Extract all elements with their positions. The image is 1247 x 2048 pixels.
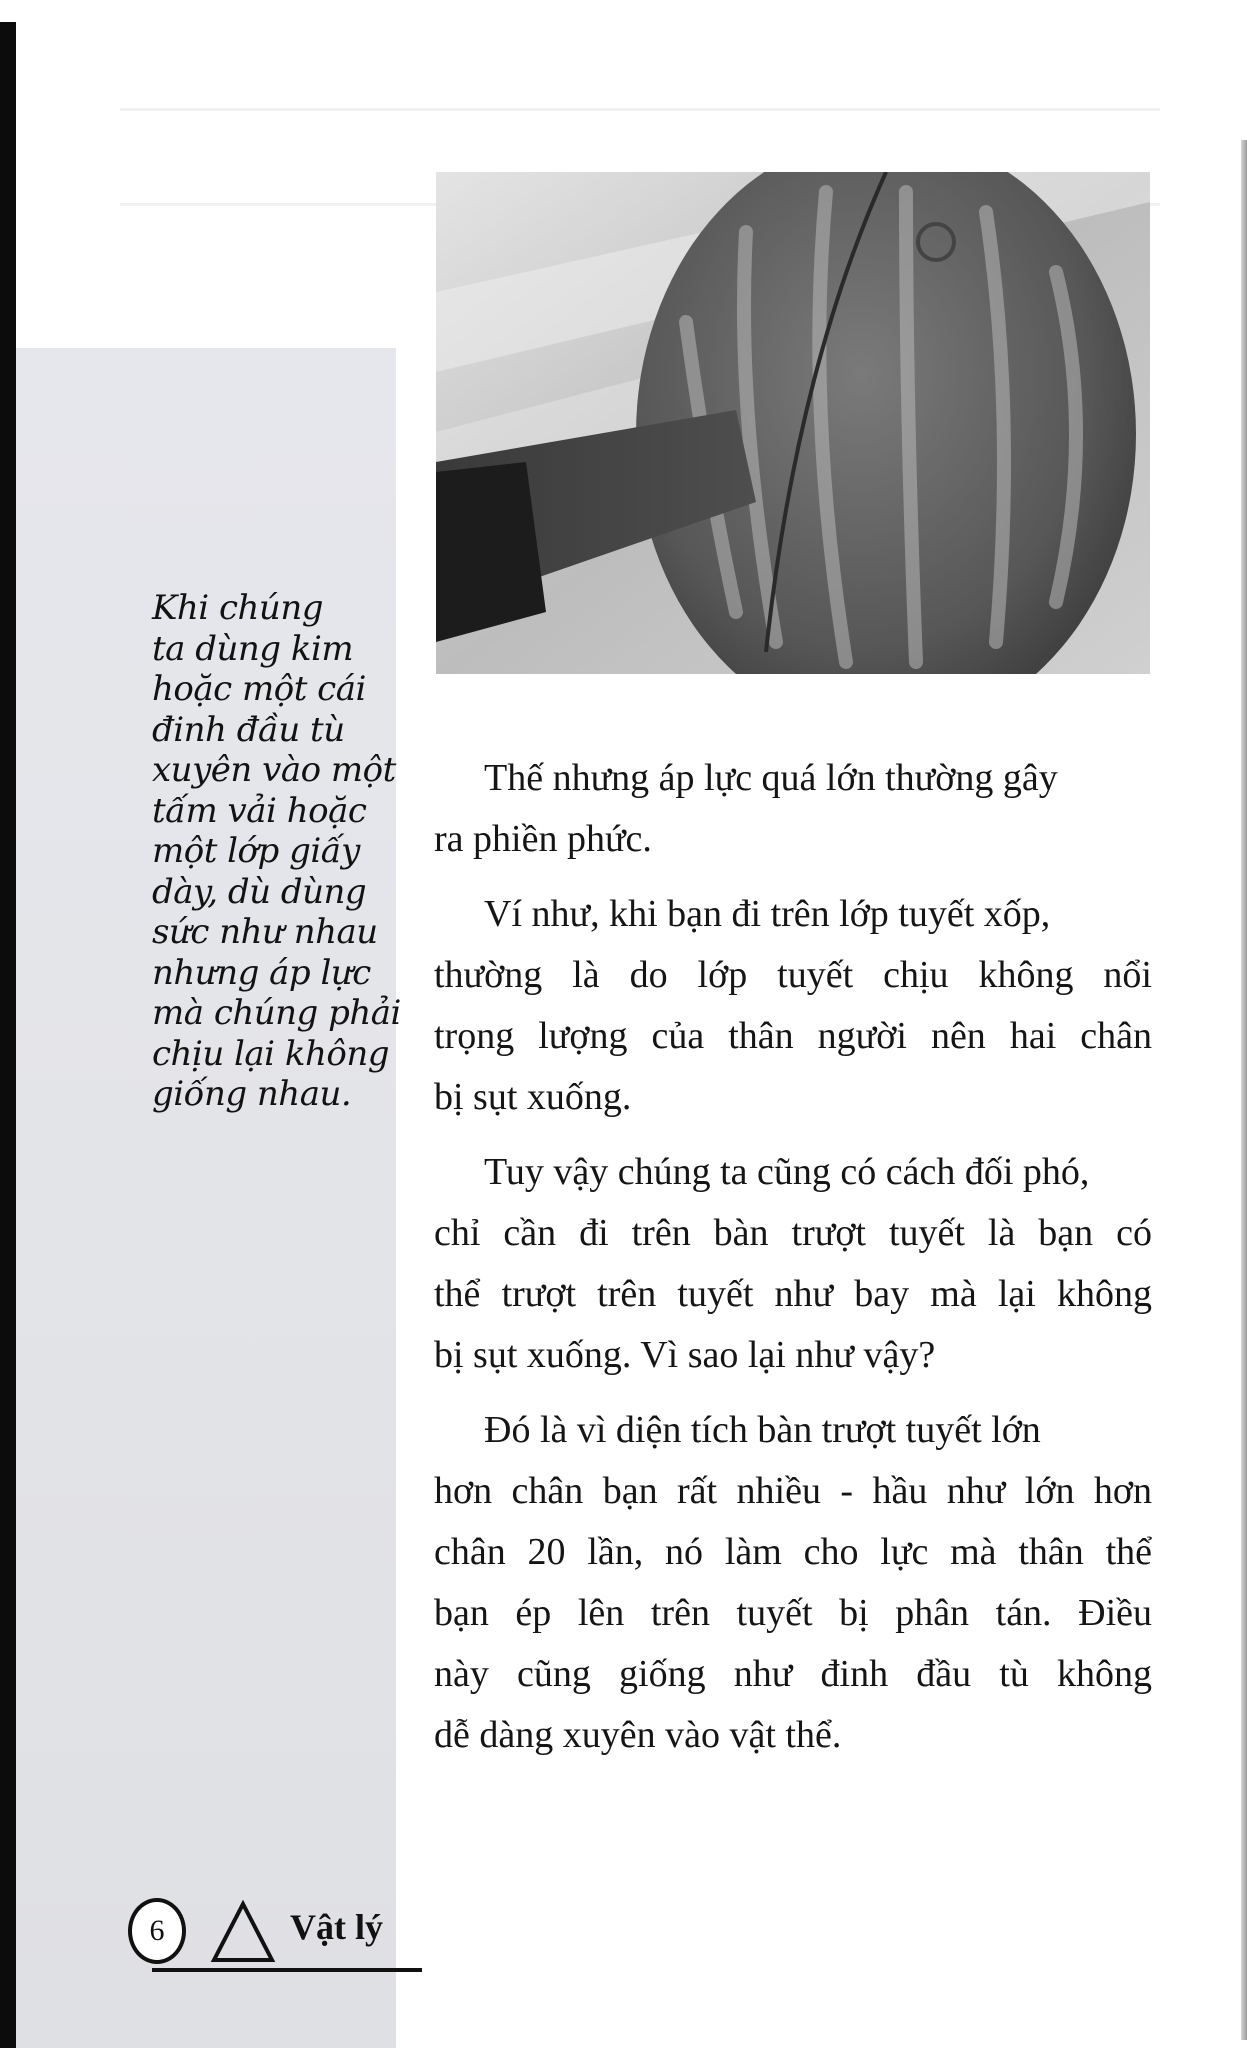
sidebar-note-line: chịu lại không <box>152 1033 389 1074</box>
sidebar-note-line: tấm vải hoặc <box>152 790 367 831</box>
page-number: 6 <box>128 1898 186 1964</box>
sidebar-note-line: Khi chúng <box>152 588 323 628</box>
paragraph-line: ra phiền phức. <box>434 818 652 860</box>
paragraph-line: hơn chân bạn rất nhiều - hầu như lớn hơn <box>434 1470 1152 1512</box>
paragraph-line: bạn ép lên trên tuyết bị phân tán. Điều <box>434 1592 1152 1634</box>
sidebar-note <box>152 588 402 1115</box>
paragraph <box>434 884 1152 1128</box>
body-text <box>434 748 1152 1766</box>
sidebar-note-line: đinh đầu tù <box>152 709 345 750</box>
paragraph-line: Ví như, khi bạn đi trên lớp tuyết xốp, <box>484 893 1051 935</box>
book-spine-shadow <box>0 22 16 2048</box>
paragraph-line: này cũng giống như đinh đầu tù không <box>434 1653 1152 1695</box>
footer-rule <box>152 1968 422 1972</box>
paragraph <box>434 1400 1152 1766</box>
paragraph-line: thể trượt trên tuyết như bay mà lại không <box>434 1273 1152 1315</box>
sidebar-note-line: dày, dù dùng <box>152 871 367 912</box>
paragraph-line: trọng lượng của thân người nên hai chân <box>434 1015 1152 1057</box>
paragraph-line: Tuy vậy chúng ta cũng có cách đối phó, <box>484 1151 1090 1193</box>
sidebar-note-line: nhưng áp lực <box>152 952 371 993</box>
sidebar-note-line: một lớp giấy <box>152 831 360 871</box>
paragraph-line: chỉ cần đi trên bàn trượt tuyết là bạn có <box>434 1212 1152 1254</box>
paragraph-line: dễ dàng xuyên vào vật thể. <box>434 1714 842 1756</box>
sidebar-note-line: hoặc một cái <box>152 669 366 709</box>
sidebar-note-line: sức như nhau <box>152 912 378 952</box>
sidebar-note-line: ta dùng kim <box>152 628 354 669</box>
paragraph-line: Đó là vì diện tích bàn trượt tuyết lớn <box>484 1409 1041 1451</box>
sidebar-note-line: xuyên vào một <box>152 750 396 790</box>
paragraph-line: bị sụt xuống. <box>434 1076 632 1118</box>
triangle-icon <box>210 1900 276 1964</box>
paragraph-line: bị sụt xuống. Vì sao lại như vậy? <box>434 1334 936 1376</box>
section-title: Vật lý <box>290 1907 383 1947</box>
paragraph <box>434 1142 1152 1386</box>
paragraph-line: Thế nhưng áp lực quá lớn thường gây <box>484 757 1058 799</box>
page-footer <box>128 1898 394 1978</box>
sidebar-note-line: mà chúng phải <box>152 993 401 1033</box>
paragraph-line: chân 20 lần, nó làm cho lực mà thân thể <box>434 1531 1152 1573</box>
paragraph-line: thường là do lớp tuyết chịu không nổi <box>434 954 1152 996</box>
page-edge-shadow <box>1241 140 1247 2040</box>
paragraph <box>434 748 1152 870</box>
watermelon-illustration <box>436 172 1150 674</box>
watermelon-knife-photo <box>436 172 1150 674</box>
sidebar-note-line: giống nhau. <box>152 1074 352 1114</box>
